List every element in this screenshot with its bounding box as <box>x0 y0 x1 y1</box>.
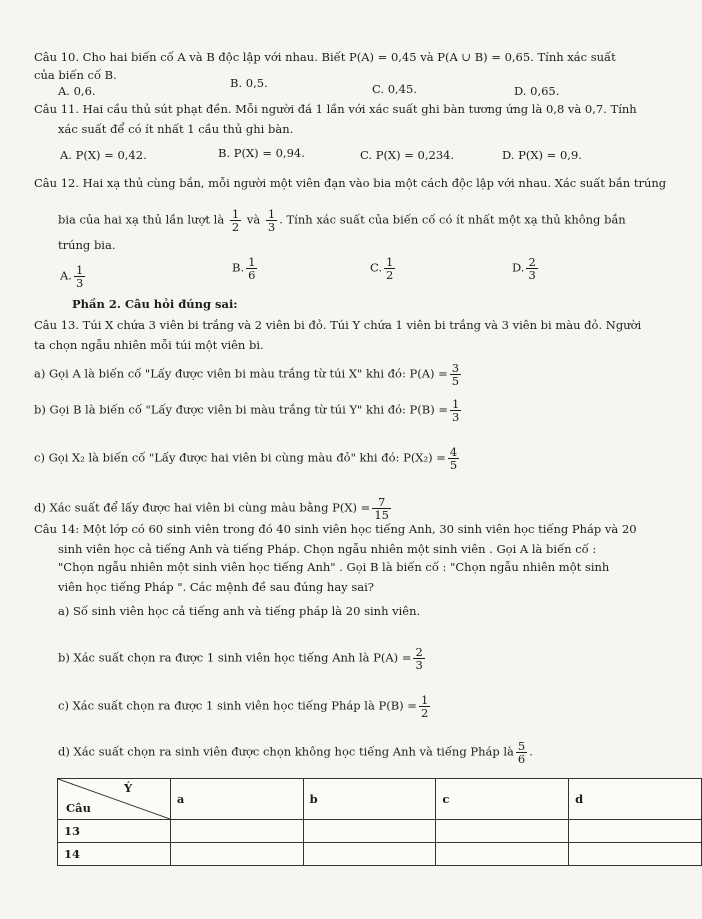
answer-cell-13b[interactable] <box>303 820 436 843</box>
q14-item-b: b) Xác suất chọn ra được 1 sinh viên học tiếng Anh là P(A) = $\frac{2}{3}$ <box>58 645 423 672</box>
q13-item-b: b) Gọi B là biến cố "Lấy được viên bi màu trắng từ túi Y" khi đó: P(B) = $\frac{1}{3}$ <box>34 397 460 424</box>
answer-cell-13a[interactable] <box>170 820 303 843</box>
q14-line-4: viên học tiếng Pháp ". Các mệnh đề sau đúng hay sai? <box>58 580 374 594</box>
table-row <box>58 820 702 843</box>
q12-text-2c: . Tính xác suất của biến cố có ít nhất một xạ thủ không bắn <box>279 212 626 227</box>
q14-item-d: d) Xác suất chọn ra sinh viên được chọn không học tiếng Anh và tiếng Pháp là $\frac{5}{6}$ . <box>58 739 533 766</box>
q13-text-2: ta chọn ngẫu nhiên mỗi túi một viên bi. <box>34 338 264 352</box>
q14-item-a: a) Số sinh viên học cả tiếng anh và tiếng pháp là 20 sinh viên. <box>58 604 421 618</box>
q11-text: Câu 11. Hai cầu thủ sút phạt đền. Mỗi người đá 1 lần với xác suất ghi bàn tương ứng là 0,8 và 0,7. Tính <box>34 102 637 116</box>
q12-text-3: trúng bia. <box>58 238 116 252</box>
table-header-row <box>58 779 702 820</box>
table-header-y: Ý <box>124 781 133 795</box>
table-row <box>58 843 702 866</box>
q10-option-b: B. 0,5. <box>230 76 268 90</box>
q12-text: Câu 12. Hai xạ thủ cùng bắn, mỗi người một viên đạn vào bia một cách độc lập với nhau. Xác suất bắn trúng <box>34 176 667 190</box>
q10-option-a: A. 0,6. <box>58 84 96 98</box>
q11-option-d: D. P(X) = 0,9. <box>502 148 582 162</box>
answer-cell-14c[interactable] <box>436 843 569 866</box>
table-header-cau: Câu <box>66 801 91 815</box>
q12-text-2 <box>58 208 626 233</box>
q10-text: Câu 10. Cho hai biến cố A và B độc lập với nhau. Biết P(A) = 0,45 và P(A ∪ B) = 0,65. Tính xác suất <box>34 50 616 64</box>
q14-line-3: "Chọn ngẫu nhiên một sinh viên học tiếng Anh" . Gọi B là biến cố : "Chọn ngẫu nhiên một sinh <box>58 560 610 574</box>
q14-item-c: c) Xác suất chọn ra được 1 sinh viên học tiếng Pháp là P(B) = $\frac{1}{2}$ <box>58 693 429 720</box>
answer-table <box>57 778 702 866</box>
answer-cell-13d[interactable] <box>569 820 702 843</box>
q13-item-d: d) Xác suất để lấy được hai viên bi cùng màu bằng P(X) = $\frac{7}{15}$ <box>34 495 389 522</box>
q12-text-2a: bia của hai xạ thủ lần lượt là <box>58 212 225 227</box>
q13-item-c: c) Gọi X₂ là biến cố "Lấy được hai viên bi cùng màu đỏ" khi đó: P(X₂) = $\frac{4}{5}$ <box>34 445 458 472</box>
q11-text-2: xác suất để có ít nhất 1 cầu thủ ghi bàn. <box>58 122 294 136</box>
q10-option-c: C. 0,45. <box>372 82 417 96</box>
q10-option-d: D. 0,65. <box>514 84 560 98</box>
table-row-label-14: 14 <box>58 843 171 866</box>
q11-option-b: B. P(X) = 0,94. <box>218 146 305 160</box>
table-header-c: c <box>436 779 569 820</box>
table-header-b: b <box>303 779 436 820</box>
q14-line-1: Câu 14: Một lớp có 60 sinh viên trong đó 40 sinh viên học tiếng Anh, 30 sinh viên học tiếng Pháp và 20 <box>34 522 637 536</box>
q12-option-d: D. $\frac{2}{3}$ <box>512 255 536 282</box>
q14-line-2: sinh viên học cả tiếng Anh và tiếng Pháp. Chọn ngẫu nhiên một sinh viên . Gọi A là biến cố : <box>58 542 597 556</box>
answer-cell-14a[interactable] <box>170 843 303 866</box>
table-header-d: d <box>569 779 702 820</box>
q10-text-2: của biến cố B. <box>34 68 117 82</box>
q11-option-c: C. P(X) = 0,234. <box>360 148 455 162</box>
table-header-corner <box>58 779 171 820</box>
q13-text: Câu 13. Túi X chứa 3 viên bi trắng và 2 viên bi đỏ. Túi Y chứa 1 viên bi trắng và 3 viên bi màu đỏ. Người <box>34 318 642 332</box>
q11-option-a: A. P(X) = 0,42. <box>60 148 147 162</box>
q13-item-a: a) Gọi A là biến cố "Lấy được viên bi màu trắng từ túi X" khi đó: P(A) = $\frac{3}{5}$ <box>34 361 460 388</box>
table-row-label-13: 13 <box>58 820 171 843</box>
answer-cell-13c[interactable] <box>436 820 569 843</box>
q12-option-b: B. $\frac{1}{6}$ <box>232 255 256 282</box>
q12-given-1: $\frac{1}{2}$ <box>231 207 240 234</box>
part2-heading: Phần 2. Câu hỏi đúng sai: <box>72 297 238 311</box>
table-header-a: a <box>170 779 303 820</box>
q12-option-c: C. $\frac{1}{2}$ <box>370 255 394 282</box>
q12-given-2: $\frac{1}{3}$ <box>267 207 276 234</box>
answer-cell-14b[interactable] <box>303 843 436 866</box>
q12-text-2b: và <box>246 212 261 227</box>
answer-cell-14d[interactable] <box>569 843 702 866</box>
q12-option-a: A. $\frac{1}{3}$ <box>60 263 84 290</box>
